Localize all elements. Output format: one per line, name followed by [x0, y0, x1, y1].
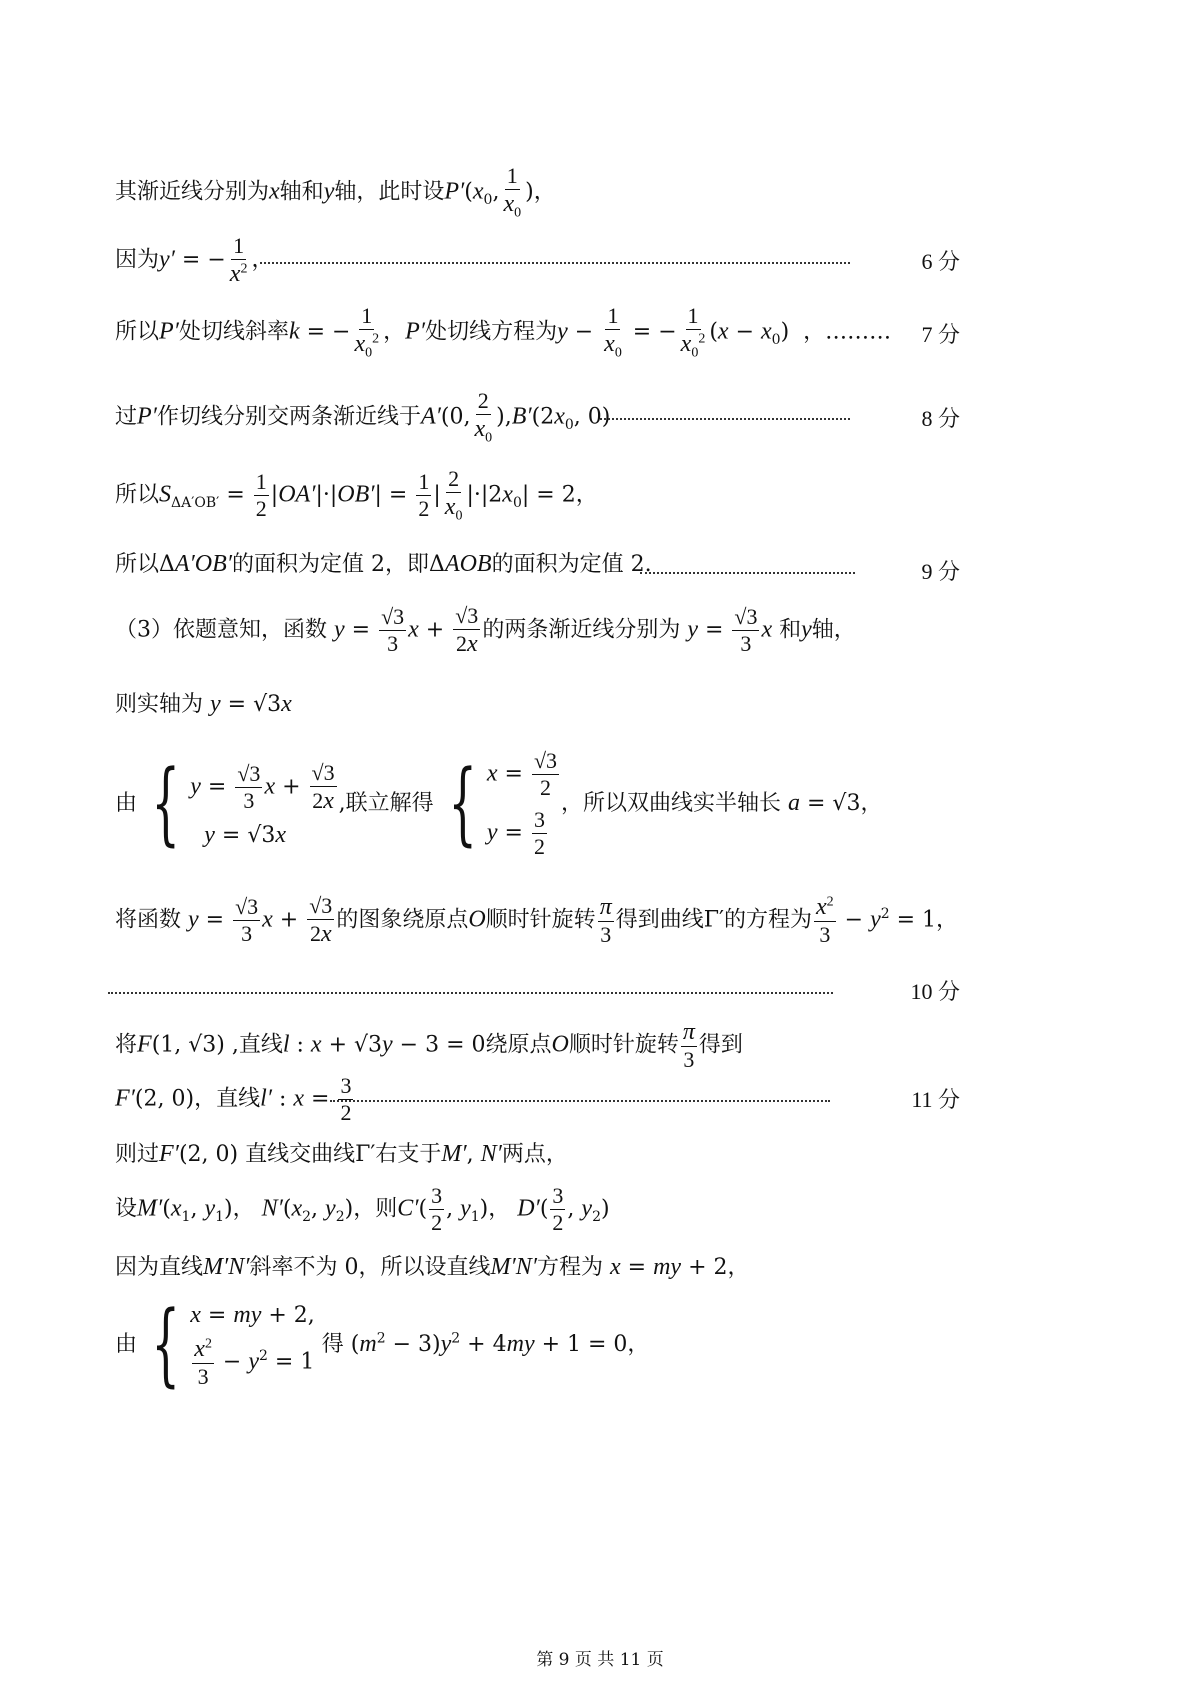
line-17: 由 { x = my + 2, $\frac{x^2}{3}$ − $y^2 = 1$ 得 $(m^2 - 3)y^2 + 4my + 1 = 0$，	[115, 1292, 650, 1397]
line-15: 设$M'(x_1$, $y_1$)， $N'(x_2$, $y_2$)，则C′( $\frac{3}{2}$ , $y_1$)， D′( $\frac{3}{2}$ , $y_2$)	[115, 1183, 610, 1235]
page-footer: 第 9 页 共 11 页	[536, 1650, 664, 1670]
score-11: 11 分	[911, 1087, 960, 1112]
line-4: 过P′作切线分别交两条渐近线于A′(0, $\frac{2}{x_0}$ )$,B'(2x_0$, 0)	[115, 388, 611, 446]
leader-dots	[108, 992, 833, 994]
line-16: 因为直线M′N′斜率不为 0，所以设直线M′N′方程为 x = my + 2，	[115, 1254, 750, 1280]
line-7: （3）依题意知，函数 y = $\frac{√3}{3}$ x + $\frac{√3}{2x}$ 的两条渐近线分别为 y = $\frac{√3}{3}$ x 和y轴，	[115, 603, 856, 657]
line-8: 则实轴为 y = √3x	[115, 691, 292, 717]
leader-dots	[260, 262, 850, 264]
leader-dots	[600, 418, 850, 420]
score-8: 8 分	[921, 406, 960, 431]
leader-dots	[330, 1100, 830, 1102]
line-14: 则过F′(2, 0) 直线交曲线Γ′右支于M′, N′两点，	[115, 1141, 568, 1167]
line-10: 将函数 y = $\frac{√3}{3}$ x + $\frac{√3}{2x}$ 的图象绕原点O顺时针旋转 $\frac{\pi}{3}$ 得到曲线Γ′的方程为 $\frac{x^2}{3}$ − $y^2 = 1$，	[115, 893, 959, 947]
score-10: 10 分	[910, 979, 960, 1004]
line-12: 将F(1, √3) ,直线l : x + √3y − 3 = 0绕原点O顺时针旋转 $\frac{\pi}{3}$ 得到	[115, 1019, 743, 1072]
text: 其渐近线分别为	[115, 179, 270, 205]
line-5: 所以$S_{\Delta A'OB'}$ = $\frac{1}{2}$ |OA′|·|OB′| = $\frac{1}{2}$ | $\frac{2}{x_0}$ $|\cdot|2x_0| = 2$，	[115, 466, 598, 524]
score-7: 7 分	[921, 322, 960, 347]
line-2: 因为y′ = − $\frac{1}{x^2}$ ，	[115, 233, 274, 287]
score-9: 9 分	[921, 559, 960, 584]
score-6: 6 分	[921, 249, 960, 274]
line-3: 所以P′处切线斜率k = − $\frac{1}{x_0^2}$ ，P′处切线方程为y − $\frac{1}{x_0}$ = − $\frac{1}{x_0^2}$ $(x - x_0)$ ，………	[115, 303, 892, 361]
leader-dots	[640, 572, 855, 574]
line-13: F′(2, 0)，直线l′ : x = $\frac{3}{2}$	[115, 1073, 352, 1125]
line-6: 所以ΔA′OB′的面积为定值 2，即ΔAOB的面积为定值 2.	[115, 551, 652, 577]
line-9: 由 { y = $\frac{√3}{3}$ x + $\frac{√3}{2x}$ y = √3x ,联立解得 { x = $\frac{√3}{2}$ y = $\frac{3}{2}$ ，所以双曲线实半轴长 a = √3，	[115, 748, 883, 859]
line-1: 其渐近线分别为x轴和y轴，此时设$P'(x_0$, $\frac{1}{x_0}$ )，	[115, 163, 556, 221]
